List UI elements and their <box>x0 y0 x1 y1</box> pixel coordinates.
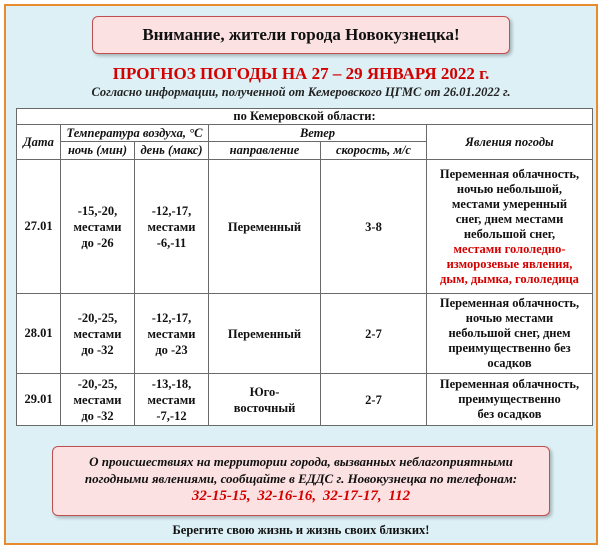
phenomena-text: Переменная облачность, преимущественно без осадков <box>439 377 580 421</box>
day-temp-cell: -12,-17, местами до -23 <box>135 294 209 374</box>
wind-direction-cell: Переменный <box>209 294 321 374</box>
date-cell: 27.01 <box>17 160 61 294</box>
notice-text: О происшествиях на территории города, вызванных неблагоприятными погодными явлениями, сообщайте в ЕДДС г. Новокузнецка по телефонам: <box>84 454 518 486</box>
header-temperature: Температура воздуха, °С <box>61 125 209 142</box>
header-date: Дата <box>17 125 61 160</box>
forecast-source: Согласно информации, полученной от Кемеровского ЦГМС от 26.01.2022 г. <box>91 85 511 99</box>
wind-direction-cell: Переменный <box>209 160 321 294</box>
phenomena-alert-text: местами гололедно- изморозевые явления, дым, дымка, гололедица <box>440 241 579 286</box>
table-row <box>17 374 593 426</box>
banner-text: Внимание, жители города Новокузнецка! <box>142 25 460 44</box>
wind-speed-cell: 3-8 <box>321 160 427 294</box>
region-row <box>17 109 593 125</box>
attention-banner <box>92 16 510 54</box>
header-night: ночь (мин) <box>61 142 135 160</box>
header-phenomena: Явления погоды <box>427 125 593 160</box>
header-speed: скорость, м/с <box>321 142 427 160</box>
header-day: день (макс) <box>135 142 209 160</box>
table-row <box>17 160 593 294</box>
phenomena-text: Переменная облачность, ночью небольшой, местами умеренный снег, днем местами небольшой снег, <box>439 166 580 241</box>
footer-text: Берегите свою жизнь и жизнь своих близких! <box>172 523 430 537</box>
phenomena-cell <box>427 294 593 374</box>
weather-table <box>16 108 593 426</box>
emergency-phones: 32-15-15, 32-16-16, 32-17-17, 112 <box>191 488 411 504</box>
wind-speed-cell: 2-7 <box>321 294 427 374</box>
phenomena-cell <box>427 160 593 294</box>
phenomena-text: Переменная облачность, ночью местами небольшой снег, днем преимущественно без осадков <box>439 296 580 370</box>
wind-speed-cell: 2-7 <box>321 374 427 426</box>
header-direction: направление <box>209 142 321 160</box>
night-temp-cell: -20,-25, местами до -32 <box>61 374 135 426</box>
day-temp-cell: -13,-18, местами -7,-12 <box>135 374 209 426</box>
night-temp-cell: -20,-25, местами до -32 <box>61 294 135 374</box>
day-temp-cell: -12,-17, местами -6,-11 <box>135 160 209 294</box>
header-row-1 <box>17 125 593 142</box>
region-label: по Кемеровской области: <box>17 109 593 125</box>
date-cell: 28.01 <box>17 294 61 374</box>
emergency-notice <box>52 446 550 516</box>
night-temp-cell: -15,-20, местами до -26 <box>61 160 135 294</box>
table-row <box>17 294 593 374</box>
wind-direction-cell: Юго- восточный <box>209 374 321 426</box>
phenomena-cell <box>427 374 593 426</box>
poster-frame <box>4 4 598 545</box>
header-wind: Ветер <box>209 125 427 142</box>
date-cell: 29.01 <box>17 374 61 426</box>
forecast-title: ПРОГНОЗ ПОГОДЫ НА 27 – 29 ЯНВАРЯ 2022 г. <box>112 64 490 83</box>
